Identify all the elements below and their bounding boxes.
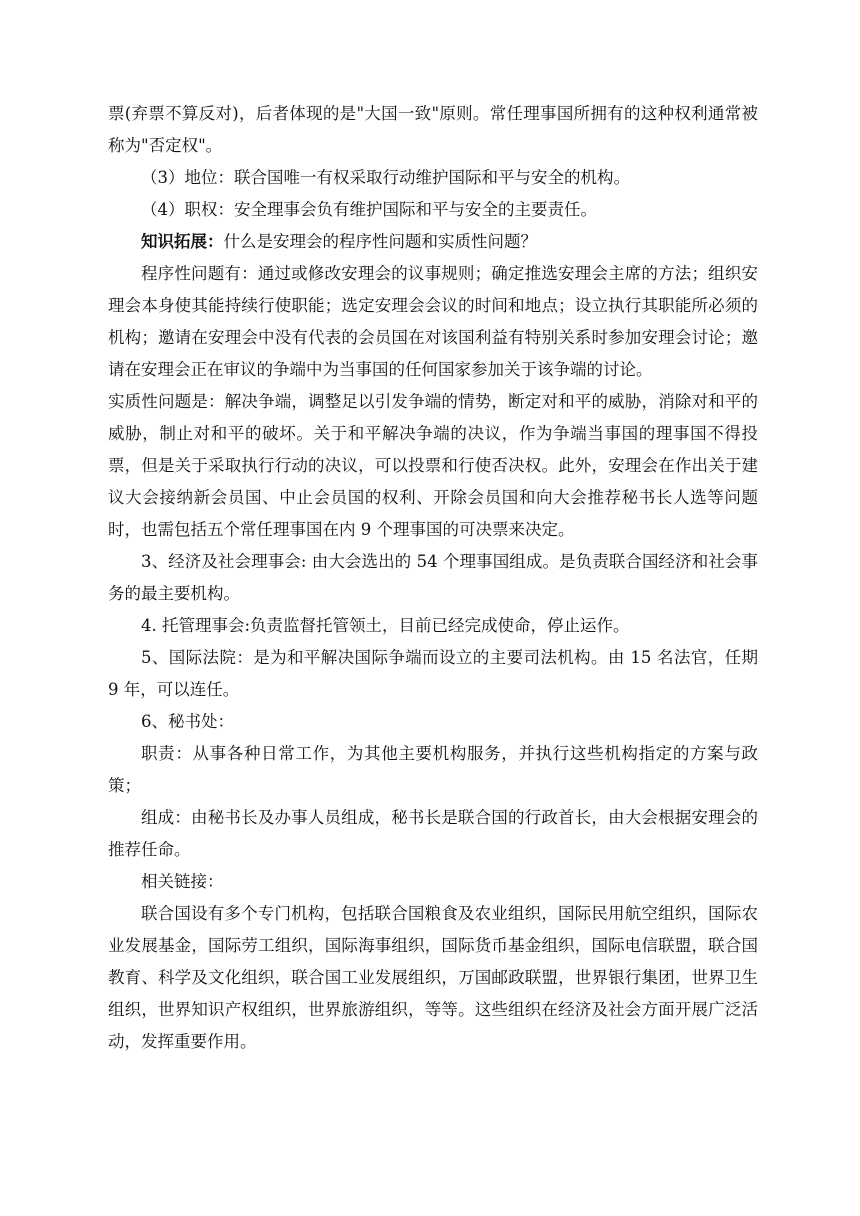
paragraph-powers: （4）职权：安全理事会负有维护国际和平与安全的主要责任。 [141,200,597,219]
document-body [108,98,758,1058]
paragraph-secretariat-duties: 职责：从事各种日常工作，为其他主要机构服务，并执行这些机构指定的方案与政策； [108,744,758,795]
knowledge-extension-question: 什么是安理会的程序性问题和实质性问题？ [223,232,537,251]
paragraph-ecosoc: 3、经济及社会理事会: 由大会选出的 54 个理事国组成。是负责联合国经济和社会事务的最主要机构。 [108,552,758,603]
paragraph-secretariat-composition: 组成：由秘书长及办事人员组成，秘书长是联合国的行政首长，由大会根据安理会的推荐任命。 [108,808,758,859]
paragraph-related-links-heading: 相关链接： [141,872,224,891]
paragraph-veto-principle: 票(弃票不算反对)，后者体现的是"大国一致"原则。常任理事国所拥有的这种权利通常被称为"否定权"。 [108,104,758,155]
paragraph-secretariat-heading: 6、秘书处： [141,712,234,731]
paragraph-trusteeship-council: 4. 托管理事会:负责监督托管领土，目前已经完成使命，停止运作。 [141,616,630,635]
paragraph-specialized-agencies: 联合国设有多个专门机构，包括联合国粮食及农业组织，国际民用航空组织，国际农业发展基金，国际劳工组织，国际海事组织，国际货币基金组织，国际电信联盟，联合国教育、科学及文化组织，联合国工业发展组织，万国邮政联盟，世界银行集团，世界卫生组织，世界知识产权组织，世界旅游组织，等等。这些组织在经济及社会方面开展广泛活动，发挥重要作用。 [108,904,758,1051]
paragraph-status: （3）地位：联合国唯一有权采取行动维护国际和平与安全的机构。 [141,168,630,187]
paragraph-substantive-issues: 实质性问题是：解决争端，调整足以引发争端的情势，断定对和平的威胁，消除对和平的威胁，制止对和平的破坏。关于和平解决争端的决议，作为争端当事国的理事国不得投票，但是关于采取执行行动的决议，可以投票和行使否决权。此外，安理会在作出关于建议大会接纳新会员国、中止会员国的权利、开除会员国和向大会推荐秘书长人选等问题时，也需包括五个常任理事国在内 9 个理事国的可决票来决定。 [108,392,758,539]
knowledge-extension-label: 知识拓展： [141,232,224,251]
paragraph-icj: 5、国际法院：是为和平解决国际争端而设立的主要司法机构。由 15 名法官，任期 9 年，可以连任。 [108,648,758,699]
paragraph-knowledge-extension [108,226,758,258]
paragraph-procedural-issues: 程序性问题有：通过或修改安理会的议事规则；确定推选安理会主席的方法；组织安理会本身使其能持续行使职能；选定安理会会议的时间和地点；设立执行其职能所必须的机构；邀请在安理会中没有代表的会员国在对该国利益有特别关系时参加安理会讨论；邀请在安理会正在审议的争端中为当事国的任何国家参加关于该争端的讨论。 [108,264,758,379]
